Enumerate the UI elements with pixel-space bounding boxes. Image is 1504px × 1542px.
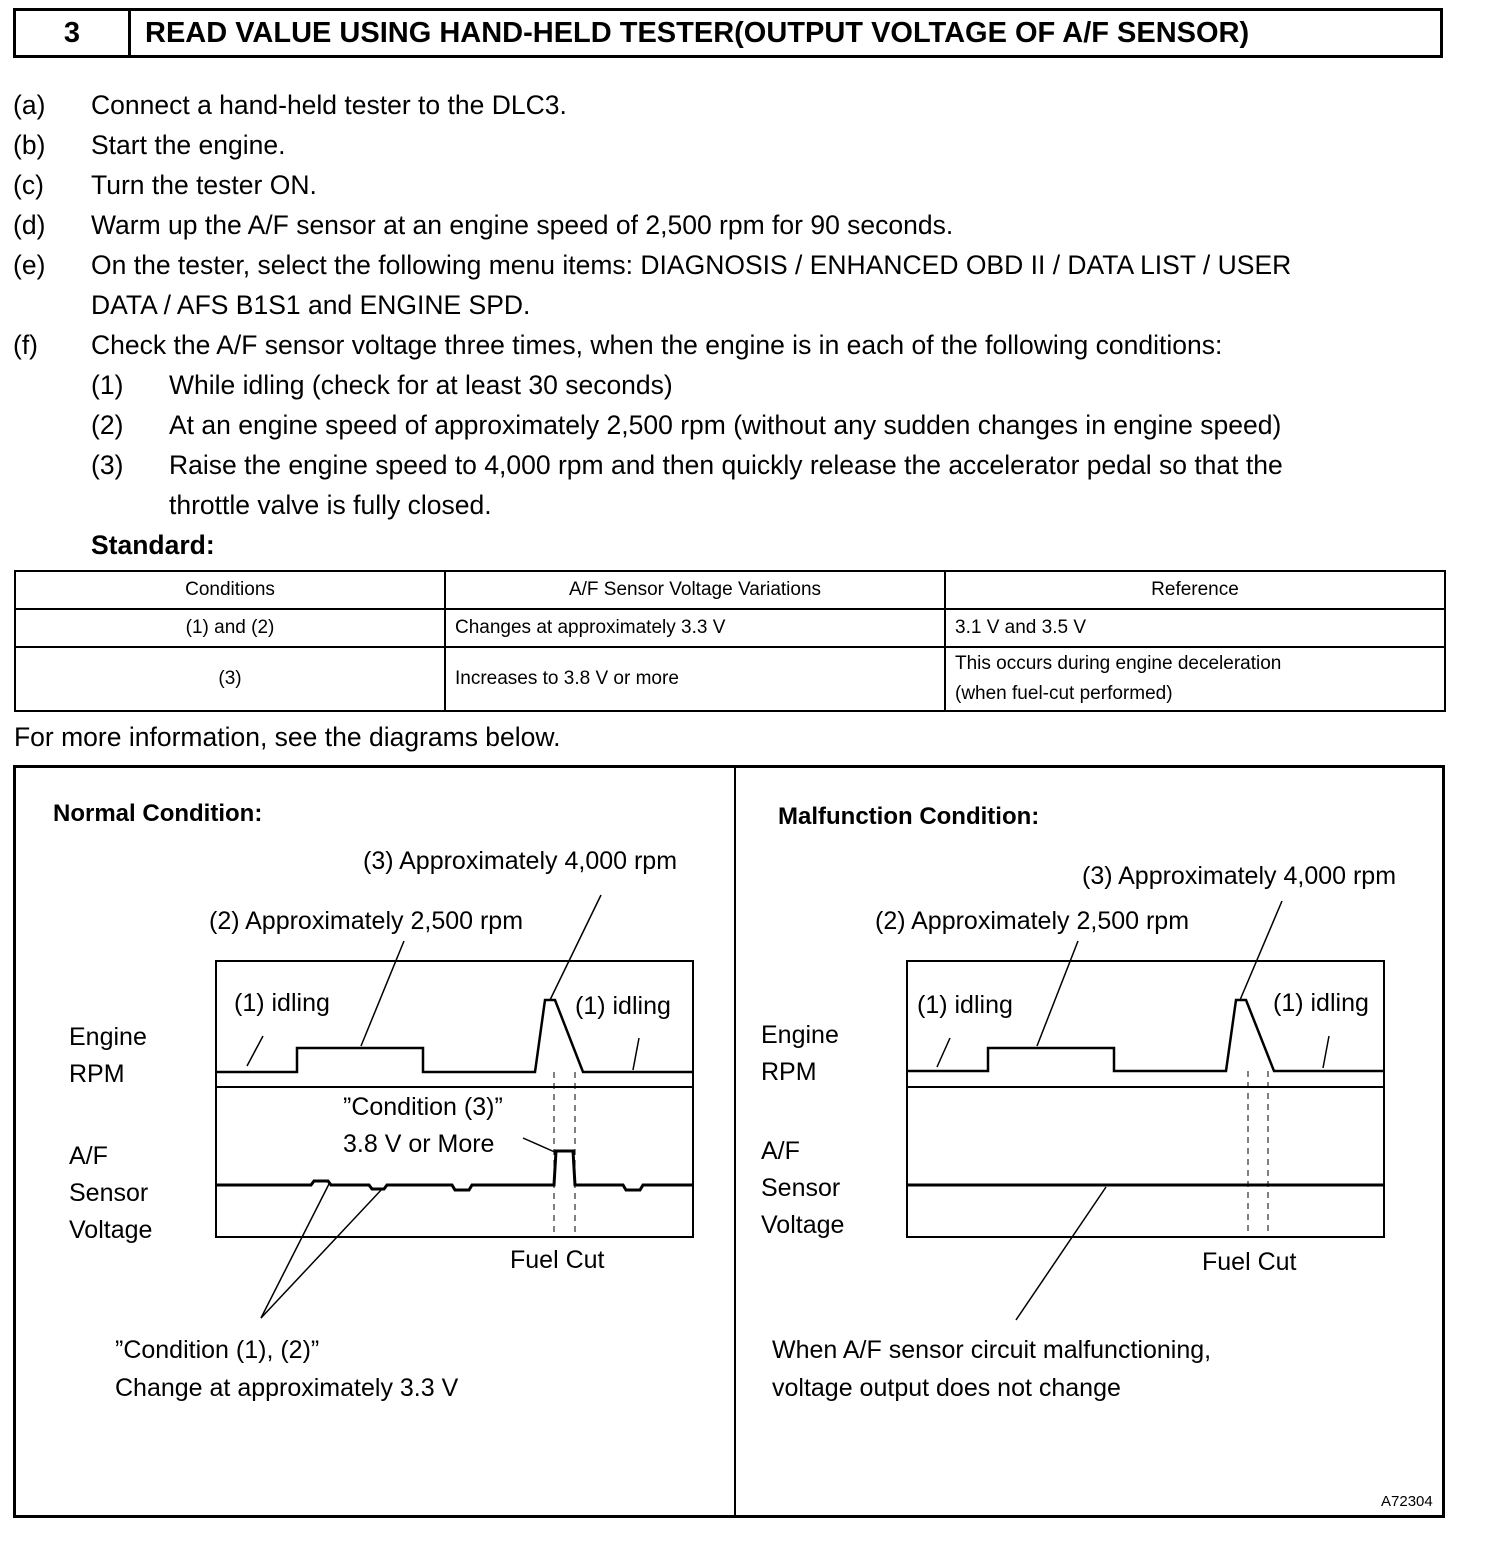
normal-label-2500: (2) Approximately 2,500 rpm bbox=[209, 907, 524, 935]
standard-table bbox=[14, 570, 1446, 712]
leader-4000 bbox=[1240, 901, 1282, 1000]
procedure-steps bbox=[13, 85, 1453, 565]
reference-line: This occurs during engine deceleration bbox=[955, 653, 1282, 674]
step-label: (a) bbox=[13, 90, 46, 120]
substep-label: (2) bbox=[91, 410, 124, 440]
malfunction-note-line2: voltage output does not change bbox=[772, 1374, 1121, 1402]
table-row bbox=[15, 647, 1445, 711]
list-item bbox=[13, 325, 1453, 365]
normal-voltage-label: Voltage bbox=[69, 1216, 153, 1244]
substep-text: While idling (check for at least 30 seconds) bbox=[169, 370, 673, 400]
leader-idling-left bbox=[937, 1038, 950, 1067]
normal-cond3-label: ”Condition (3)” bbox=[343, 1093, 503, 1121]
list-item bbox=[13, 85, 1453, 125]
malfunction-label-4000: (3) Approximately 4,000 rpm bbox=[1082, 862, 1397, 890]
table-cell bbox=[945, 647, 1445, 711]
more-info-text: For more information, see the diagrams below. bbox=[14, 722, 561, 752]
standard-label: Standard: bbox=[91, 530, 215, 560]
malfunction-fuel-cut-label: Fuel Cut bbox=[1202, 1248, 1297, 1276]
normal-cond3-value: 3.8 V or More bbox=[343, 1130, 495, 1158]
leader-4000 bbox=[550, 895, 601, 1000]
normal-fuel-cut-label: Fuel Cut bbox=[510, 1246, 605, 1274]
table-cell: (1) and (2) bbox=[15, 609, 445, 647]
normal-title: Normal Condition: bbox=[53, 800, 263, 827]
leader-idling-right bbox=[1323, 1036, 1329, 1068]
leader-idling-left bbox=[247, 1036, 263, 1066]
table-cell: 3.1 V and 3.5 V bbox=[945, 609, 1445, 647]
reference-line: (when fuel-cut performed) bbox=[955, 683, 1173, 704]
normal-label-4000: (3) Approximately 4,000 rpm bbox=[363, 847, 678, 875]
malfunction-af-label: A/F bbox=[761, 1137, 800, 1165]
normal-rpm-label: RPM bbox=[69, 1060, 125, 1088]
table-cell: (3) bbox=[15, 647, 445, 711]
list-item bbox=[13, 245, 1453, 325]
step-text-cont: DATA / AFS B1S1 and ENGINE SPD. bbox=[91, 290, 531, 320]
substep-label: (3) bbox=[91, 450, 124, 480]
column-header: Reference bbox=[945, 571, 1445, 609]
leader-cond12-b bbox=[261, 1188, 383, 1318]
step-text: Warm up the A/F sensor at an engine speed of 2,500 rpm for 90 seconds. bbox=[91, 210, 954, 240]
normal-idling-right: (1) idling bbox=[575, 992, 671, 1020]
table-header-row bbox=[15, 571, 1445, 609]
list-item bbox=[13, 165, 1453, 205]
malfunction-note-line1: When A/F sensor circuit malfunctioning, bbox=[772, 1336, 1212, 1364]
leader-2500 bbox=[1037, 941, 1078, 1046]
substep-text-cont: throttle valve is fully closed. bbox=[169, 490, 492, 520]
leader-idling-right bbox=[633, 1038, 639, 1070]
diagram-svg bbox=[16, 768, 1442, 1515]
substep-text: At an engine speed of approximately 2,500 rpm (without any sudden changes in engine speed) bbox=[169, 410, 1282, 440]
step-label: (e) bbox=[13, 250, 46, 280]
malfunction-engine-label: Engine bbox=[761, 1021, 839, 1049]
malfunction-chart bbox=[907, 901, 1384, 1320]
leader-2500 bbox=[361, 941, 404, 1046]
malfunction-sensor-label: Sensor bbox=[761, 1174, 841, 1202]
list-item bbox=[13, 205, 1453, 245]
step-text: On the tester, select the following menu items: DIAGNOSIS / ENHANCED OBD II / DATA LIST / USER bbox=[91, 250, 1292, 280]
step-title: READ VALUE USING HAND-HELD TESTER(OUTPUT VOLTAGE OF A/F SENSOR) bbox=[145, 16, 1250, 49]
step-header bbox=[13, 8, 1443, 58]
list-item bbox=[91, 365, 1453, 405]
normal-sensor-label: Sensor bbox=[69, 1179, 149, 1207]
substep-text: Raise the engine speed to 4,000 rpm and then quickly release the accelerator pedal so that the bbox=[169, 450, 1283, 480]
malfunction-idling-left: (1) idling bbox=[917, 991, 1013, 1019]
table-row bbox=[15, 609, 1445, 647]
step-label: (b) bbox=[13, 130, 46, 160]
leader-cond12-a bbox=[261, 1182, 330, 1318]
step-text: Check the A/F sensor voltage three times, when the engine is in each of the following conditions: bbox=[91, 330, 1223, 360]
diagram-box bbox=[13, 765, 1445, 1518]
normal-cond12-label: ”Condition (1), (2)” bbox=[115, 1336, 320, 1364]
step-text: Turn the tester ON. bbox=[91, 170, 317, 200]
step-text: Start the engine. bbox=[91, 130, 286, 160]
table-cell: Changes at approximately 3.3 V bbox=[445, 609, 945, 647]
step-number: 3 bbox=[16, 11, 131, 55]
list-item bbox=[91, 405, 1453, 445]
list-item bbox=[91, 445, 1453, 525]
column-header: A/F Sensor Voltage Variations bbox=[445, 571, 945, 609]
step-label: (d) bbox=[13, 210, 46, 240]
step-label: (c) bbox=[13, 170, 44, 200]
malfunction-idling-right: (1) idling bbox=[1273, 989, 1369, 1017]
leader-cond3 bbox=[523, 1138, 557, 1153]
list-item bbox=[13, 125, 1453, 165]
normal-cond12-value: Change at approximately 3.3 V bbox=[115, 1374, 459, 1402]
step-text: Connect a hand-held tester to the DLC3. bbox=[91, 90, 567, 120]
column-header: Conditions bbox=[15, 571, 445, 609]
table-cell: Increases to 3.8 V or more bbox=[445, 647, 945, 711]
malfunction-title: Malfunction Condition: bbox=[778, 803, 1040, 830]
normal-engine-label: Engine bbox=[69, 1023, 147, 1051]
malfunction-label-2500: (2) Approximately 2,500 rpm bbox=[875, 907, 1190, 935]
step-label: (f) bbox=[13, 330, 39, 360]
normal-idling-left: (1) idling bbox=[234, 989, 330, 1017]
figure-code: A72304 bbox=[1381, 1493, 1433, 1510]
malfunction-voltage-label: Voltage bbox=[761, 1211, 845, 1239]
normal-af-label: A/F bbox=[69, 1142, 108, 1170]
substep-label: (1) bbox=[91, 370, 124, 400]
leader-malfunction-note bbox=[1016, 1187, 1106, 1320]
malfunction-rpm-label: RPM bbox=[761, 1058, 817, 1086]
